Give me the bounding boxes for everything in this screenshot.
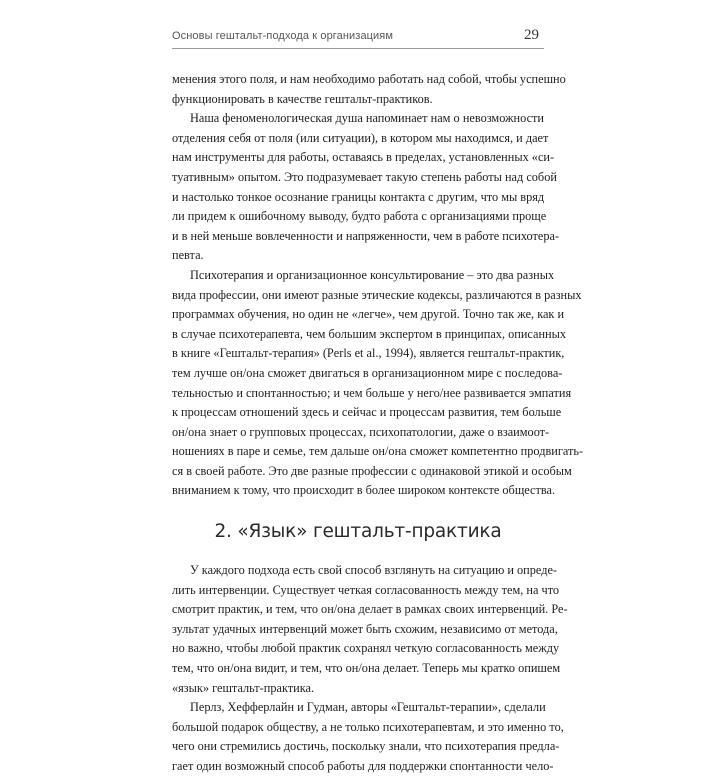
- text-line: ношениях в паре и семье, тем дальше он/она сможет компетентно продвигать-: [172, 444, 584, 459]
- text-line: он/она знает о групповых процессах, психопатологии, даже о взаимоот-: [172, 424, 550, 439]
- text-line: и в ней меньше вовлеченности и напряженности, чем в работе психотера-: [172, 228, 560, 243]
- text-line: певта.: [172, 248, 204, 263]
- running-header: Основы гештальт-подхода к организациям: [172, 30, 394, 42]
- text-line: чего они стремились достичь, поскольку знали, что психотерапия предла-: [172, 739, 560, 754]
- paragraph: [172, 561, 568, 698]
- text-line: туативным» опытом. Это подразумевает такую степень работы над собой: [172, 169, 557, 184]
- text-line: вида профессии, они имеют разные этические кодексы, различаются в разных: [172, 287, 582, 302]
- paragraph: [172, 70, 566, 109]
- text-line: к процессам отношений здесь и сейчас и процессам развития, тем больше: [172, 405, 562, 420]
- text-line: ся в своей работе. Это две разные профессии с одинаковой этикой и особым: [172, 463, 572, 478]
- text-line: но важно, чтобы любой практик сохранял четкую согласованность между: [172, 641, 560, 656]
- text-line: У каждого подхода есть свой способ взглянуть на ситуацию и опреде-: [190, 563, 558, 578]
- paragraph: [172, 266, 584, 501]
- text-line: вниманием к тому, что происходит в более широком контексте общества.: [172, 483, 556, 498]
- text-line: лить интервенции. Существует четкая согласованность между тем, на что: [172, 582, 560, 597]
- paragraph: [172, 698, 564, 776]
- text-line: тем лучше он/она сможет двигаться в организационном мире с последова-: [172, 365, 563, 380]
- text-line: в случае психотерапевта, чем большим экспертом в принципах, описанных: [172, 326, 567, 341]
- text-line: большой подарок обществу, а не только психотерапевтам, и это именно то,: [172, 719, 564, 734]
- text-line: тем, что он/она видит, и тем, что он/она делает. Теперь мы кратко опишем: [172, 661, 561, 676]
- text-line: гает один возможный способ работы для поддержки спонтанности чело-: [172, 759, 554, 773]
- top-paragraphs: [172, 70, 584, 501]
- page-number: 29: [524, 27, 539, 43]
- text-line: смотрит практик, и тем, что он/она делает в рамках своих интервенций. Ре-: [172, 602, 568, 617]
- text-line: отделения себя от поля (или ситуации), в котором мы находимся, и дает: [172, 130, 549, 145]
- text-line: зультат удачных интервенций может быть схожим, независимо от метода,: [172, 621, 558, 636]
- text-line: Наша феноменологическая душа напоминает нам о невозможности: [190, 111, 544, 126]
- text-line: Психотерапия и организационное консультирование – это два разных: [190, 267, 555, 282]
- paragraph: [172, 109, 560, 266]
- text-line: ли придем к ошибочному выводу, будто работа с организациями проще: [172, 209, 547, 224]
- text-line: функционировать в качестве гештальт-практиков.: [172, 91, 433, 106]
- text-line: нам инструменты для работы, оставаясь в пределах, установленных «си-: [172, 150, 555, 165]
- bottom-paragraphs: [172, 561, 568, 777]
- text-line: и настолько тонкое осознание границы контакта с другим, что мы вряд: [172, 189, 545, 204]
- body-text: [172, 70, 584, 777]
- section-heading: 2. «Язык» гештальт-практика: [214, 521, 502, 543]
- text-line: «язык» гештальт-практика.: [172, 680, 315, 695]
- text-line: Перлз, Хефферлайн и Гудман, авторы «Гештальт-терапии», сделали: [190, 700, 546, 715]
- text-line: менения этого поля, и нам необходимо работать над собой, чтобы успешно: [172, 72, 566, 86]
- text-line: в книге «Гештальт-терапия» (Perls et al., 1994), является гештальт-практик,: [172, 346, 565, 361]
- text-line: тельностью и спонтанностью; и чем больше у него/нее развивается эмпатия: [172, 385, 572, 400]
- text-line: программах обучения, но один не «легче», чем другой. Точно так же, как и: [172, 307, 565, 322]
- header-rule: [172, 48, 544, 49]
